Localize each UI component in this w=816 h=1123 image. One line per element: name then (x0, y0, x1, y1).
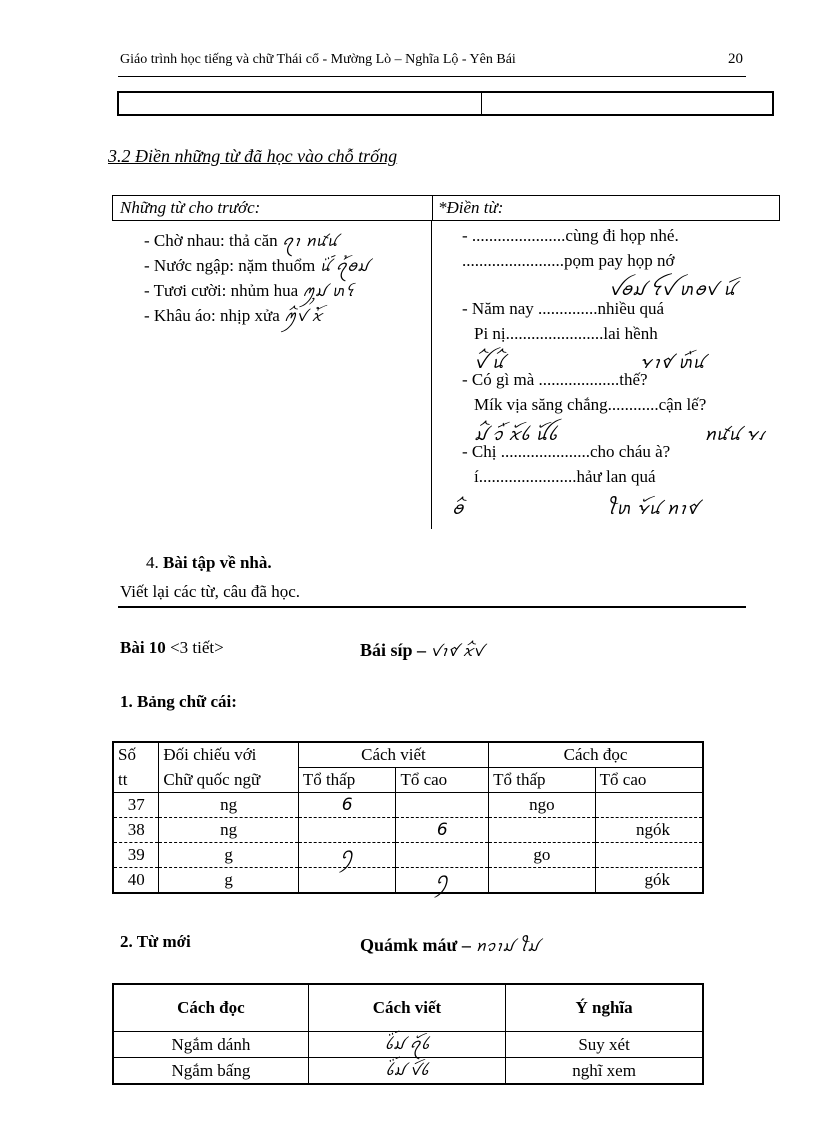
answer-line: - ......................cùng đi họp nhé. (462, 226, 679, 245)
table-row (113, 818, 703, 843)
cell-meaning: nghĩ xem (506, 1058, 703, 1085)
col-r-low: Tổ thấp (489, 768, 596, 793)
given-word: - Chờ nhau: thả căn ꪖꪱ ꪀꪽꪙ (144, 231, 338, 250)
answer-script: ꪣꪲ ꪫꪸ ꪎꪰꪉ ꪊꪰꪉ (474, 425, 558, 445)
page-number: 20 (728, 51, 743, 67)
cell-r-low (489, 868, 596, 894)
col-compare: Đối chiếu với (159, 742, 298, 768)
col-no: Số (113, 742, 159, 768)
header-rule (118, 76, 746, 77)
cell-w-low (298, 868, 396, 894)
cell-w-low: ꪆ (298, 843, 396, 868)
cell-r-low: ngo (489, 793, 596, 818)
answer-line: í.......................hảư lan quá (474, 467, 656, 486)
cell-latin: ng (159, 818, 298, 843)
col-w-low: Tổ thấp (298, 768, 396, 793)
fill-header: *Điền từ: (438, 198, 504, 217)
table-row (113, 793, 703, 818)
given-words-header: Những từ cho trước: (120, 198, 261, 217)
table-row (113, 1032, 703, 1058)
section-title: 3.2 Điền những từ đã học vào chỗ trống (108, 146, 398, 166)
col-read: Cách đọc (113, 984, 308, 1032)
cell-r-low (489, 818, 596, 843)
answer-script: ꪜꪮꪣ ꪼꪜ ꪬꪮꪚ ꪙꪷ (609, 280, 736, 300)
cell-r-high (595, 793, 703, 818)
vocab-table (112, 983, 704, 1085)
cell-write: ꪉꪾꪣ ꪚꪷꪉ (308, 1058, 505, 1085)
cell-write: ꪉꪾꪣ ꪖꪰꪉ (308, 1032, 505, 1058)
alphabet-heading: 1. Bảng chữ cái: (120, 692, 237, 711)
cell-r-high (595, 843, 703, 868)
cell-w-high: 6 (396, 818, 489, 843)
homework-title: 4. Bài tập về nhà. (146, 553, 272, 572)
cell-no: 38 (113, 818, 159, 843)
answer-line: - Năm nay ..............nhiều quá (462, 299, 665, 318)
answer-line: - Có gì mà ...................thế? (462, 370, 648, 389)
cell-w-high (396, 793, 489, 818)
cell-read: Ngắm bấng (113, 1058, 308, 1085)
empty-table (117, 91, 774, 116)
given-word: - Nước ngập: nặm thuổm ꪙꪾ ꪖ꫁ꪮꪣ (144, 256, 369, 275)
cell-read: Ngắm dánh (113, 1032, 308, 1058)
cell-r-high: ngók (595, 818, 703, 843)
cell-w-high (396, 843, 489, 868)
lesson-number: Bài 10 <3 tiết> (120, 638, 224, 657)
homework-text: Viết lại các từ, câu đã học. (120, 582, 300, 601)
cell-r-low: go (489, 843, 596, 868)
cell-w-low (298, 818, 396, 843)
answer-script: ꪩꪱꪥ ꪬꪸꪙ (640, 353, 705, 373)
answer-line: ........................pọm pay họp nớ (462, 251, 675, 270)
vocab-subheading: Quámk máư – ꪀꪫꪱꪣ ꪻꪣ (360, 935, 539, 955)
col-w-high: Tổ cao (396, 768, 489, 793)
alphabet-table (112, 741, 704, 894)
answer-line: - Chị .....................cho cháu à? (462, 442, 671, 461)
cell-r-high: gók (595, 868, 703, 894)
col-write: Cách viết (308, 984, 505, 1032)
table-row (113, 1058, 703, 1085)
col-no2: tt (113, 768, 159, 793)
table-row (113, 868, 703, 894)
answer-line: Mík vịa săng chắng............cận lế? (474, 395, 707, 414)
answer-script: ꪜꪲ ꪙꪲ (474, 353, 504, 373)
answer-script: ꪮꪲ (452, 499, 464, 519)
answer-script: ꪻꪬ ꪩꪰꪙ ꪀꪱꪥ (606, 499, 699, 519)
col-meaning: Ý nghĩa (506, 984, 703, 1032)
cell-meaning: Suy xét (506, 1032, 703, 1058)
cell-latin: ng (159, 793, 298, 818)
answer-line: Pi nị.......................lai hềnh (474, 324, 658, 343)
col-writing: Cách viết (298, 742, 488, 768)
table-row (113, 843, 703, 868)
cell-w-high: ꪆ (396, 868, 489, 894)
cell-w-low: 6 (298, 793, 396, 818)
cell-latin: g (159, 843, 298, 868)
cell-no: 39 (113, 843, 159, 868)
answer-script: ꪀꪽꪙ ꪩꪹ (704, 425, 766, 445)
header-title: Giáo trình học tiếng và chữ Thái cổ - Mường Lò – Nghĩa Lộ - Yên Bái (120, 52, 516, 67)
lesson-title: Bái síp – ꪚꪱꪥ ꪎꪲꪚ (360, 640, 484, 660)
given-word: - Tươi cười: nhủm hua ꪑꪴꪣ ꪬꪺ (144, 281, 354, 300)
cell-no: 37 (113, 793, 159, 818)
col-r-high: Tổ cao (595, 768, 703, 793)
vocab-heading: 2. Từ mới (120, 932, 191, 951)
col-reading: Cách đọc (489, 742, 703, 768)
fill-in-table (112, 195, 780, 530)
cell-no: 40 (113, 868, 159, 894)
given-word: - Khâu áo: nhịp xửa ꪑꪲꪚ ꪎꪳ (144, 306, 322, 325)
cell-latin: g (159, 868, 298, 894)
col-compare2: Chữ quốc ngữ (159, 768, 298, 793)
section-rule (118, 606, 746, 608)
